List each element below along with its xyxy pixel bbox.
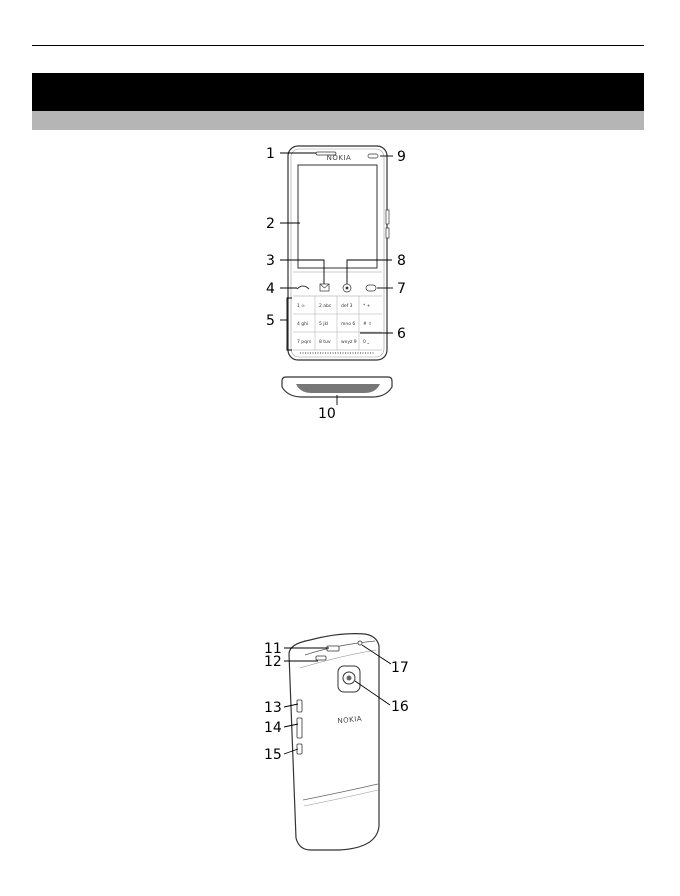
callout-label: 8 (397, 253, 406, 269)
micro-usb-icon (297, 700, 302, 712)
callout-label: 9 (397, 149, 406, 165)
callout-label: 2 (266, 216, 275, 232)
key-label: 4 ghi (297, 322, 309, 327)
callout-label: 13 (264, 700, 282, 716)
key-label: 8 tuv (319, 340, 331, 345)
key-label: def 3 (341, 304, 353, 309)
key-label: # ⇧ (363, 322, 372, 327)
callout-label: 14 (264, 720, 282, 736)
key-label: 1 ∞ (297, 304, 306, 309)
callout-label: 12 (264, 654, 282, 670)
callout-label: 11 (264, 641, 282, 657)
flash-icon (358, 641, 362, 645)
callout-label: 17 (391, 660, 409, 676)
back-brand-logo: NOKIA (337, 714, 363, 726)
callout-label: 5 (266, 313, 275, 329)
headset-connector-icon (316, 656, 326, 660)
key-label: 7 pqrs (297, 340, 312, 345)
key-label: mno 6 (341, 322, 356, 327)
callout-label: 15 (264, 747, 282, 763)
front-brand-logo: NOKIA (326, 154, 352, 162)
callout-label: 10 (318, 406, 336, 422)
callout-label: 1 (266, 146, 275, 162)
key-label: * + (363, 304, 371, 309)
charger-connector-icon (327, 646, 339, 651)
callout-label: 16 (391, 699, 409, 715)
callout-label: 7 (397, 281, 406, 297)
key-label: 0 ⎵ (363, 340, 370, 345)
callout-label: 6 (397, 326, 406, 342)
phone-body-back (289, 634, 379, 850)
callout-label: 3 (266, 253, 275, 269)
key-label: wxyz 9 (341, 340, 357, 345)
volume-key-icon (297, 718, 302, 738)
callout-label: 4 (266, 281, 275, 297)
key-label: 5 jkl (319, 322, 329, 327)
key-label: 2 abc (319, 304, 332, 309)
